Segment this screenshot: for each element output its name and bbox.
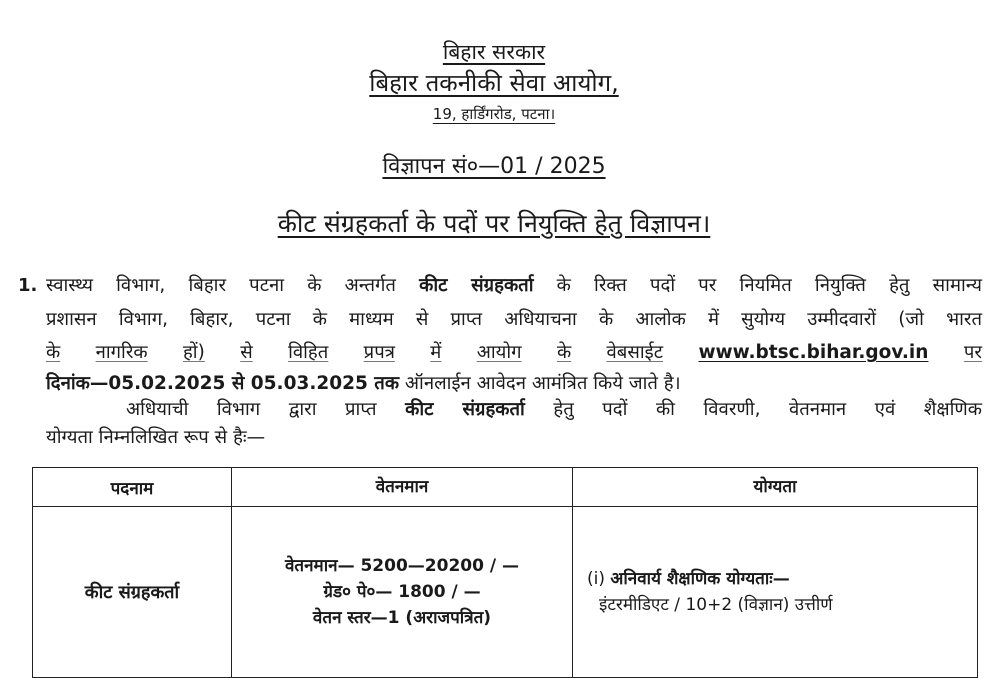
cell-qualification — [573, 507, 978, 678]
text-span: ऑनलाईन आवेदन आमंत्रित किये जाते है। — [399, 373, 681, 394]
pay-line: वेतन स्तर—1 (अराजपत्रित) — [312, 608, 492, 628]
header-pay-scale: वेतनमान — [232, 468, 573, 507]
qualification-heading-line — [573, 566, 977, 592]
word: विहित — [288, 342, 329, 363]
advertisement-number: विज्ञापन सं०—01 / 2025 — [382, 154, 606, 179]
word: के — [46, 342, 61, 363]
text-span: हेतु पदों की विवरणी, वेतनमान एवं शैक्षणिक — [524, 399, 982, 420]
word: प्रपत्र — [363, 342, 395, 363]
paragraph-1-line-2: प्रशासन विभाग, बिहार, पटना के माध्यम से प्राप्त अधियाचना के आलोक में सुयोग्य उम्मीदवारों (जो भारत — [46, 309, 982, 330]
word: के — [556, 342, 572, 363]
website-link[interactable]: www.btsc.bihar.gov.in — [698, 342, 929, 363]
word: हों) — [182, 342, 205, 363]
cell-post-name: कीट संग्रहकर्ता — [33, 507, 232, 678]
government-name: बिहार सरकार — [442, 40, 546, 64]
paragraph-1-line-1 — [46, 273, 982, 298]
commission-name: बिहार तकनीकी सेवा आयोग, — [369, 69, 619, 97]
paragraph-1-line-4 — [46, 371, 681, 396]
word: नागरिक — [95, 342, 148, 363]
cell-pay-scale — [232, 507, 573, 678]
advertisement-title: कीट संग्रहकर्ता के पदों पर नियुक्ति हेतु विज्ञापन। — [277, 209, 711, 238]
word: में — [430, 342, 442, 363]
header-post-name: पदनाम — [33, 468, 232, 507]
pay-line: वेतनमान— 5200—20200 / — — [284, 556, 519, 576]
paragraph-1-line-3 — [46, 340, 982, 365]
table-header-row — [33, 468, 978, 507]
paragraph-number: 1. — [18, 275, 38, 296]
qualification-prefix: (i) — [587, 569, 611, 589]
qualification-detail: इंटरमीडिएट / 10+2 (विज्ञान) उत्तीर्ण — [599, 595, 833, 615]
text-span: स्वास्थ्य विभाग, बिहार पटना के अन्तर्गत — [46, 275, 420, 296]
word: आयोग — [476, 342, 522, 363]
word: वेबसाईट — [606, 342, 664, 363]
header-qualification: योग्यता — [573, 468, 978, 507]
text-span: अधियाची विभाग द्वारा प्राप्त — [126, 399, 406, 420]
text-span: के रिक्त पदों पर नियमित नियुक्ति हेतु सामान्य — [533, 275, 982, 296]
office-address: 19, हार्डिंगरोड, पटना। — [432, 105, 556, 123]
post-name-bold: कीट संग्रहकर्ता — [419, 275, 534, 296]
posts-table — [32, 467, 978, 678]
post-name-bold: कीट संग्रहकर्ता — [405, 399, 525, 420]
pay-line: ग्रेड० पे०— 1800 / — — [323, 582, 481, 602]
word: पर — [963, 342, 982, 363]
date-range-bold: दिनांक—05.02.2025 से 05.03.2025 तक — [46, 373, 400, 394]
paragraph-2-line-1 — [126, 397, 982, 422]
word: से — [240, 342, 253, 363]
qualification-heading: अनिवार्य शैक्षणिक योग्यताः— — [610, 569, 790, 589]
paragraph-2-line-2: योग्यता निम्नलिखित रूप से हैः— — [46, 427, 266, 448]
table-row — [33, 507, 978, 678]
